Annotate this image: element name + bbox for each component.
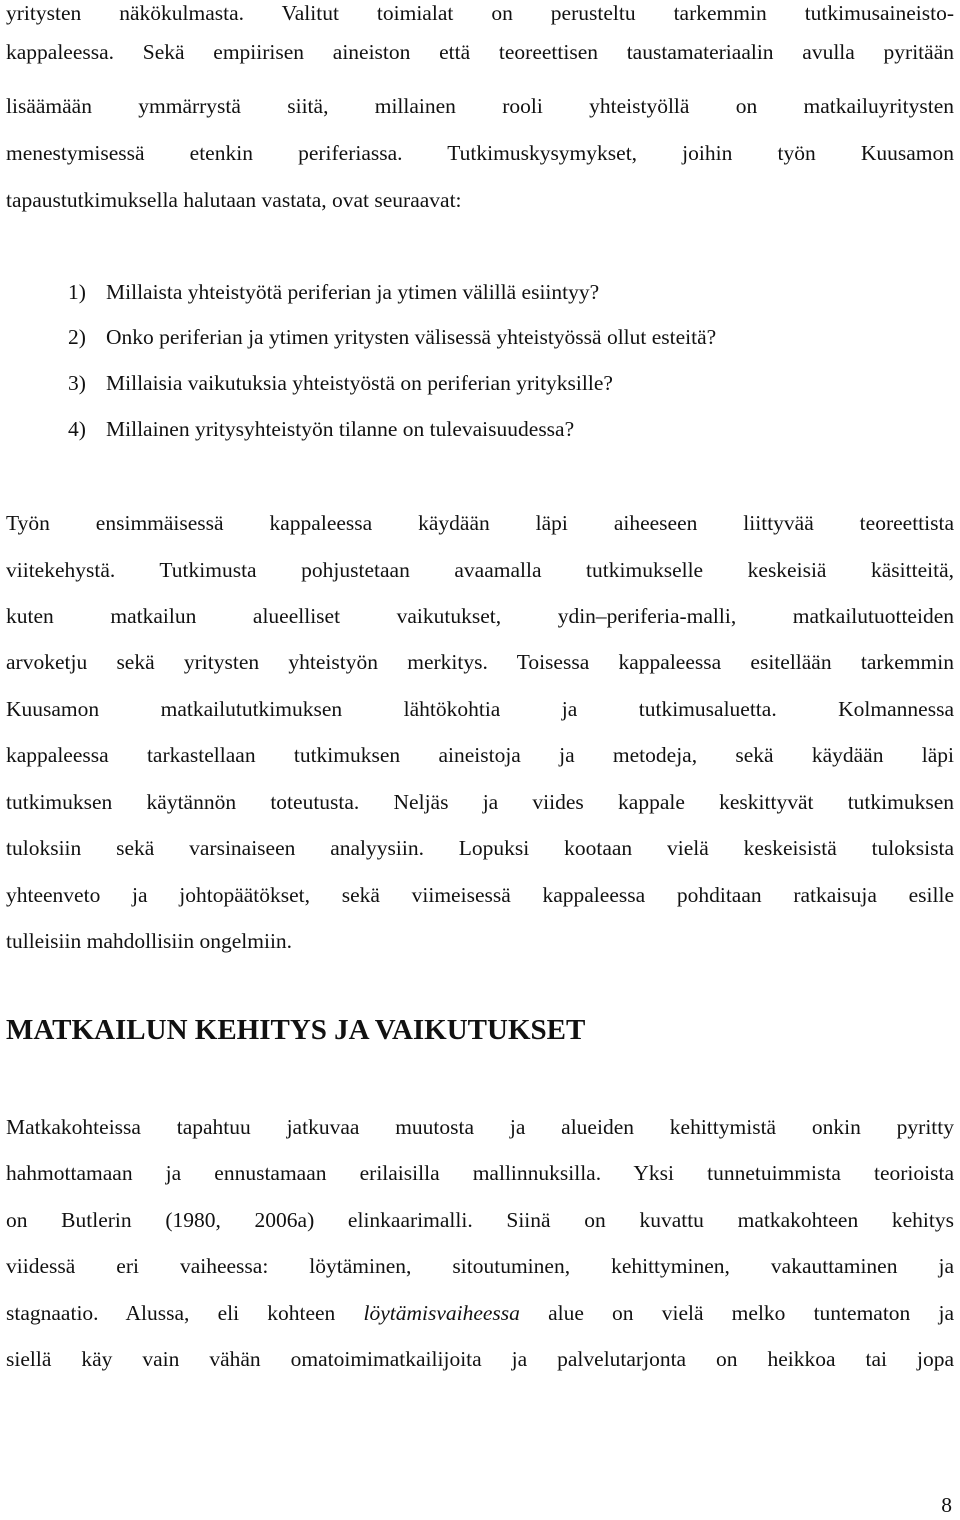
list-text: Millainen yritysyhteistyön tilanne on tulevaisuudessa? (106, 417, 575, 441)
list-text: Onko periferian ja ytimen yritysten välisessä yhteistyössä ollut esteitä? (106, 325, 717, 349)
research-question-1 (68, 279, 599, 305)
intro-line-2: kappaleessa. Sekä empiirisen aineiston että teoreettisen taustamateriaalin avulla pyritään (6, 40, 954, 64)
list-number: 4) (68, 417, 86, 441)
structure-line-1: Työn ensimmäisessä kappaleessa käydään läpi aiheeseen liittyvää teoreettista (6, 511, 954, 535)
section-line-4: viidessä eri vaiheessa: löytäminen, sitoutuminen, kehittyminen, vakauttaminen ja (6, 1254, 954, 1278)
section-line-6: siellä käy vain vähän omatoimimatkailijoita ja palvelutarjonta on heikkoa tai jopa (6, 1347, 954, 1371)
list-number: 3) (68, 371, 86, 395)
list-number: 2) (68, 325, 86, 349)
structure-line-6: kappaleessa tarkastellaan tutkimuksen aineistoja ja metodeja, sekä käydään läpi (6, 743, 954, 767)
section-line-5 (6, 1300, 954, 1326)
italic-term: löytämisvaiheessa (363, 1301, 520, 1325)
research-question-2 (68, 324, 716, 350)
list-text: Millaisia vaikutuksia yhteistyöstä on periferian yrityksille? (106, 371, 613, 395)
structure-line-10: tulleisiin mahdollisiin ongelmiin. (6, 929, 293, 953)
intro-line-5: tapaustutkimuksella halutaan vastata, ovat seuraavat: (6, 188, 462, 212)
structure-line-8: tuloksiin sekä varsinaiseen analyysiin. Lopuksi kootaan vielä keskeisistä tuloksista (6, 836, 954, 860)
structure-line-7: tutkimuksen käytännön toteutusta. Neljäs ja viides kappale keskittyvät tutkimuksen (6, 790, 954, 814)
section-line-1: Matkakohteissa tapahtuu jatkuvaa muutosta ja alueiden kehittymistä onkin pyritty (6, 1115, 954, 1139)
section-line-5-after: alue on vielä melko tuntematon ja (519, 1301, 954, 1325)
structure-line-2: viitekehystä. Tutkimusta pohjustetaan avaamalla tutkimukselle keskeisiä käsitteitä, (6, 558, 954, 582)
intro-line-1: yritysten näkökulmasta. Valitut toimialat on perusteltu tarkemmin tutkimusaineisto- (6, 1, 954, 25)
research-question-4 (68, 416, 574, 442)
page-number: 8 (941, 1493, 952, 1517)
structure-line-9: yhteenveto ja johtopäätökset, sekä viimeisessä kappaleessa pohditaan ratkaisuja esille (6, 883, 954, 907)
section-line-5-before: stagnaatio. Alussa, eli kohteen (6, 1301, 364, 1325)
list-text: Millaista yhteistyötä periferian ja ytimen välillä esiintyy? (106, 280, 600, 304)
structure-line-3: kuten matkailun alueelliset vaikutukset, ydin–periferia-malli, matkailutuotteiden (6, 604, 954, 628)
section-line-2: hahmottamaan ja ennustamaan erilaisilla mallinnuksilla. Yksi tunnetuimmista teorioista (6, 1161, 954, 1185)
list-number: 1) (68, 280, 86, 304)
research-question-3 (68, 370, 613, 396)
structure-line-5: Kuusamon matkailututkimuksen lähtökohtia ja tutkimusaluetta. Kolmannessa (6, 697, 954, 721)
intro-line-3: lisäämään ymmärrystä siitä, millainen rooli yhteistyöllä on matkailuyritysten (6, 94, 954, 118)
section-heading: MATKAILUN KEHITYS JA VAIKUTUKSET (6, 1014, 586, 1046)
structure-line-4: arvoketju sekä yritysten yhteistyön merkitys. Toisessa kappaleessa esitellään tarkemmin (6, 650, 954, 674)
section-line-3: on Butlerin (1980, 2006a) elinkaarimalli. Siinä on kuvattu matkakohteen kehitys (6, 1208, 954, 1232)
intro-line-4: menestymisessä etenkin periferiassa. Tutkimuskysymykset, joihin työn Kuusamon (6, 141, 954, 165)
